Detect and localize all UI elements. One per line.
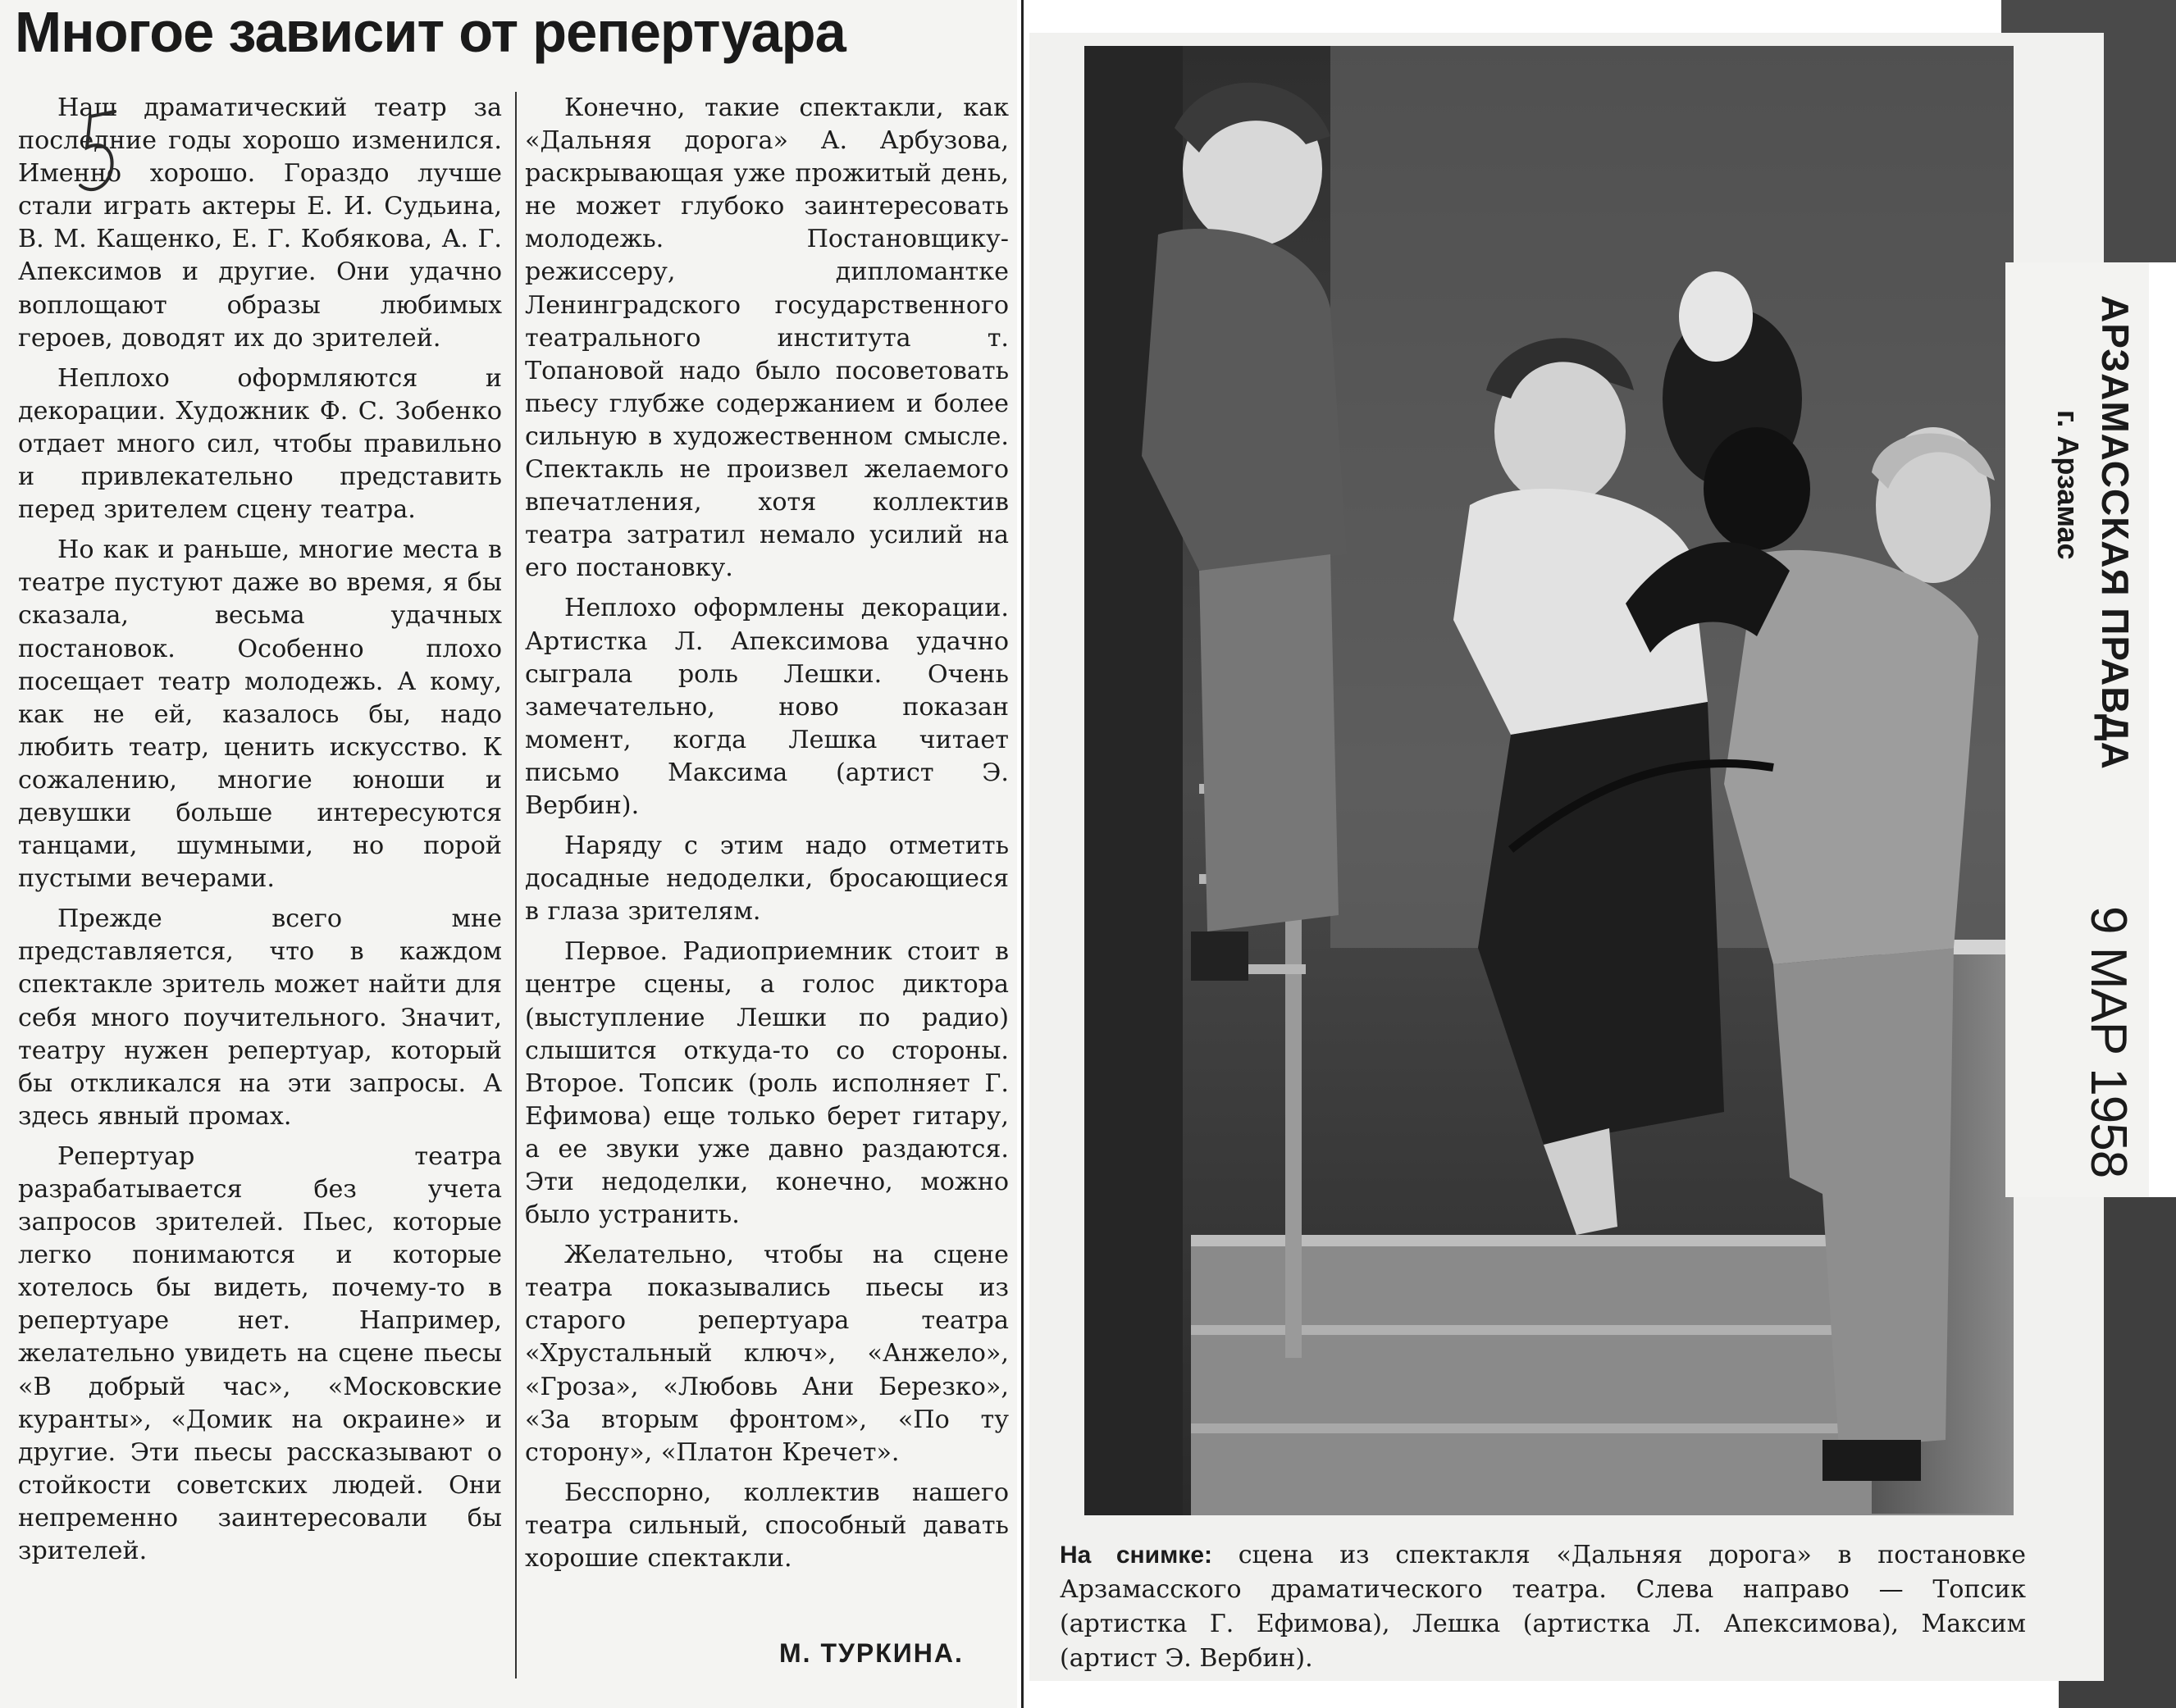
paragraph: Но как и раньше, многие места в театре пустуют даже во время, я бы сказала, весьма удачных постановок. Особенно плохо посещает театр молодежь. А кому, как не ей, казалось бы, надо любить театр, ценить искусство. К сожалению, многие юноши и девушки больше интересуются танцами, шумными, но порой пустыми вечерами. xyxy=(18,535,502,894)
article-clipping xyxy=(0,0,1017,1708)
paragraph: Первое. Радиоприемник стоит в центре сцены, а голос диктора (выступление Лешки по радио) слышится откуда-то со стороны. Второе. Топсик (роль исполняет Г. Ефимова) еще только берет гитару, а ее звуки уже давно раздаются. Эти недоделки, конечно, можно было устранить. xyxy=(525,937,1009,1230)
paragraph: Прежде всего мне представляется, что в каждом спектакле зритель может найти для себя много поучительного. Значит, театру нужен репертуар, который бы откликался на эти запросы. А здесь явный промах. xyxy=(18,904,502,1131)
paragraph: Наш драматический театр за последние годы хорошо изменился. Именно хорошо. Гораздо лучше стали играть актеры Е. И. Судьина, В. М. Кащенко, Е. Г. Кобякова, А. Г. Апексимов и другие. Они удачно воплощают образы любимых героев, доводят их до зрителей. xyxy=(18,93,502,353)
article-column-1 xyxy=(18,92,502,1575)
newspaper-city: г. Арзамас xyxy=(2051,410,2085,560)
pencil-mark xyxy=(75,105,125,207)
paragraph: Неплохо оформляются и декорации. Художник Ф. С. Зобенко отдает много сил, чтобы правильно и привлекательно представить перед зрителем сцену театра. xyxy=(18,363,502,525)
photo-caption xyxy=(1060,1538,2026,1676)
article-author: М. ТУРКИНА. xyxy=(779,1638,964,1668)
paragraph: Желательно, чтобы на сцене театра показывались пьесы из старого репертуара театра «Хрустальный ключ», «Анжело», «Гроза», «Любовь Ани Березко», «За вторым фронтом», «По ту сторону», «Платон Кречет». xyxy=(525,1241,1009,1467)
clipping-edge xyxy=(1021,0,1024,1708)
caption-lead: На снимке: xyxy=(1060,1542,1213,1569)
paragraph: Репертуар театра разрабатывается без учета запросов зрителей. Пьес, которые легко понимаются и которые хотелось бы видеть, почему-то в репертуаре нет. Например, желательно увидеть на сцене пьесы «В добрый час», «Московские куранты», «Домик на окраине» и другие. Эти пьесы рассказывают о стойкости советских людей. Они непременно заинтересовали бы зрителей. xyxy=(18,1141,502,1566)
paragraph: Неплохо оформлены декорации. Артистка Л. Апексимова удачно сыграла роль Лешки. Очень замечательно, ново показан момент, когда Лешка читает письмо Максима (артист Э. Вербин). xyxy=(525,594,1009,820)
column-divider xyxy=(515,92,517,1678)
paragraph: Бесспорно, коллектив нашего театра сильный, способный давать хорошие спектакли. xyxy=(525,1478,1009,1574)
paragraph: Наряду с этим надо отметить досадные недоделки, бросающиеся в глаза зрителям. xyxy=(525,831,1009,927)
date-stamp: 9 МАР 1958 xyxy=(2080,906,2137,1178)
newspaper-name: АРЗАМАССКАЯ ПРАВДА xyxy=(2094,295,2137,770)
article-headline: Многое зависит от репертуара xyxy=(15,0,846,64)
caption-text: сцена из спектакля «Дальняя дорога» в постановке Арзамасского драматического театра. Слева направо — Топсик (артистка Г. Ефимова), Лешка (артистка Л. Апексимова), Максим (артист Э. Вербин). xyxy=(1060,1541,2026,1673)
article-column-2 xyxy=(525,92,1009,1583)
paragraph: Конечно, такие спектакли, как «Дальняя дорога» А. Арбузова, раскрывающая уже прожитый день, не может глубоко заинтересовать молодежь. Постановщику-режиссеру, дипломантке Ленинградского государственного театрального института т. Топановой надо было посоветовать пьесу глубже содержанием и более сильную в художественном смысле. Спектакль не произвел желаемого впечатления, хотя коллектив театра затратил немало усилий на его постановку. xyxy=(525,93,1009,583)
stage-photo xyxy=(1084,46,2014,1515)
